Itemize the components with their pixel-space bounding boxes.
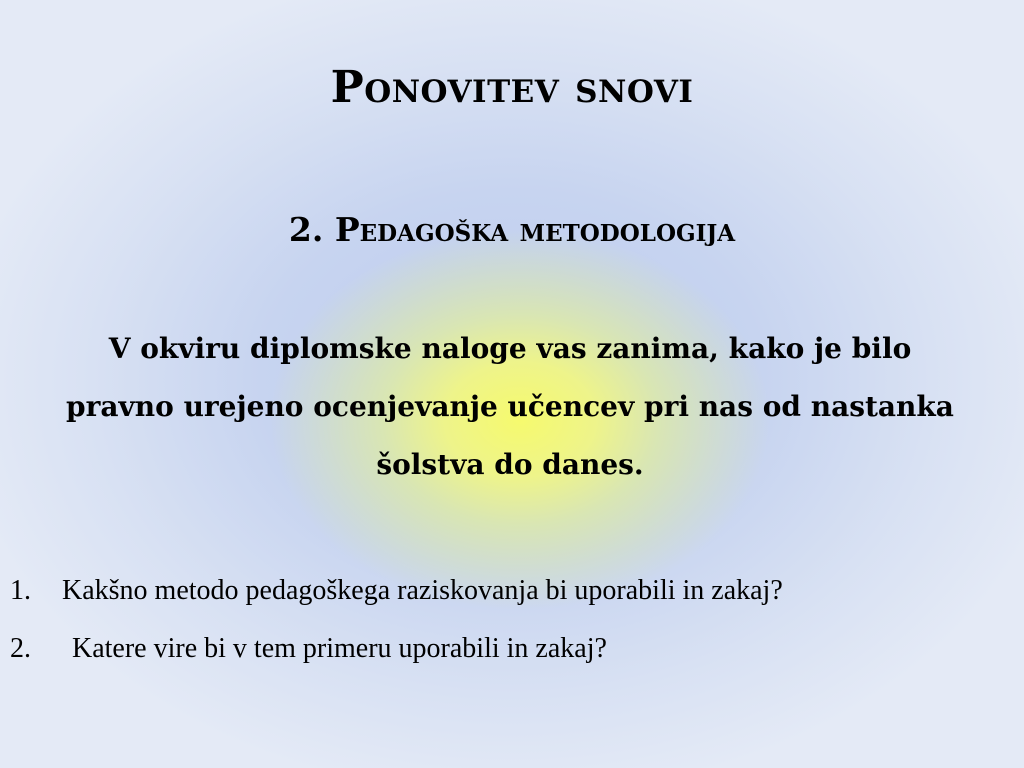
- assignment-question: V okviru diplomske naloge vas zanima, kako je bilo pravno urejeno ocenjevanje učencev pri nas od nastanka šolstva do danes.: [66, 332, 954, 481]
- slide-title: Ponovitev snovi: [330, 62, 694, 113]
- task-text: Kakšno metodo pedagoškega raziskovanja bi uporabili in zakaj?: [62, 575, 783, 606]
- task-number: 1.: [10, 575, 31, 606]
- task-list: [0, 562, 1014, 678]
- task-item: [0, 620, 1014, 678]
- slide-subtitle: 2. Pedagoška metodologija: [288, 210, 736, 249]
- task-number: 2.: [10, 633, 31, 664]
- task-item: [0, 562, 1014, 620]
- task-text: Katere vire bi v tem primeru uporabili in zakaj?: [72, 633, 607, 664]
